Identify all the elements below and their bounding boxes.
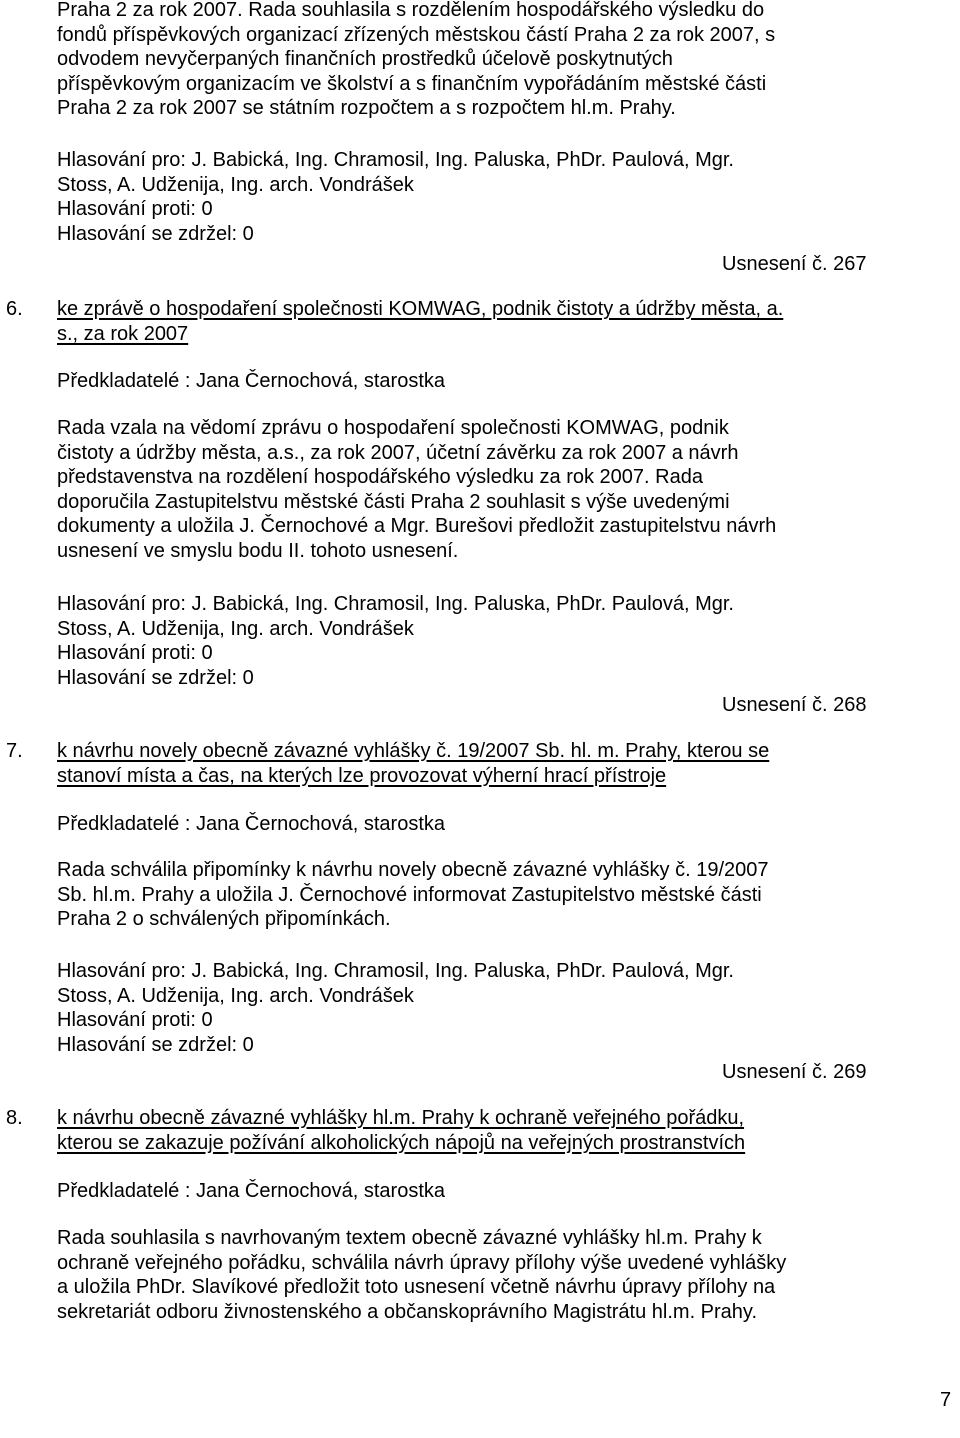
item-title-line: stanoví místa a čas, na kterých lze provozovat výherní hrací přístroje <box>57 764 667 787</box>
paragraph-line: fondů příspěvkových organizací zřízených městskou částí Praha 2 za rok 2007, s <box>57 23 776 46</box>
item-title-line: k návrhu novely obecně závazné vyhlášky č. 19/2007 Sb. hl. m. Prahy, kterou se <box>57 740 770 762</box>
item-title-line: s., za rok 2007 <box>57 322 189 345</box>
body-line: čistoty a údržby města, a.s., za rok 2007, účetní závěrku za rok 2007 a návrh <box>57 441 739 464</box>
item-body <box>57 1226 897 1324</box>
body-line: Rada vzala na vědomí zprávu o hospodaření společnosti KOMWAG, podnik <box>57 417 729 439</box>
page-number: 7 <box>940 1389 952 1411</box>
vote-block <box>57 148 897 246</box>
item-title <box>57 1106 907 1155</box>
presenter: Předkladatelé : Jana Černochová, starostka <box>57 1180 445 1202</box>
item-title <box>57 739 907 788</box>
body-line: a uložila PhDr. Slavíkové předložit toto usnesení včetně návrhu úpravy přílohy na <box>57 1276 776 1299</box>
paragraph-line: příspěvkovým organizacím ve školství a s finančním vypořádáním městské části <box>57 72 767 95</box>
presenter: Předkladatelé : Jana Černochová, starostka <box>57 813 445 835</box>
body-line: sekretariát odboru živnostenského a občanskoprávního Magistrátu hl.m. Prahy. <box>57 1300 757 1323</box>
vote-abstain: Hlasování se zdržel: 0 <box>57 666 254 689</box>
resolution-number: Usnesení č. 267 <box>722 253 867 275</box>
vote-abstain: Hlasování se zdržel: 0 <box>57 1033 254 1056</box>
paragraph-line: odvodem nevyčerpaných finančních prostředků účelově poskytnutých <box>57 48 673 71</box>
vote-block <box>57 592 897 690</box>
vote-block <box>57 959 897 1057</box>
item-number: 7. <box>6 740 23 762</box>
body-line: dokumenty a uložila J. Černochové a Mgr. Burešovi předložit zastupitelstvu návrh <box>57 515 777 538</box>
body-line: ochraně veřejného pořádku, schválila návrh úpravy přílohy výše uvedené vyhlášky <box>57 1251 787 1274</box>
item-number: 8. <box>6 1107 23 1129</box>
item-body <box>57 416 897 564</box>
item-title-line: ke zprávě o hospodaření společnosti KOMWAG, podnik čistoty a údržby města, a. <box>57 298 784 320</box>
body-line: usnesení ve smyslu bodu II. tohoto usnesení. <box>57 539 459 562</box>
body-line: Rada schválila připomínky k návrhu novely obecně závazné vyhlášky č. 19/2007 <box>57 859 769 881</box>
vote-for: Hlasování pro: J. Babická, Ing. Chramosil, Ing. Paluska, PhDr. Paulová, Mgr. <box>57 960 734 982</box>
vote-against: Hlasování proti: 0 <box>57 198 213 221</box>
vote-for-cont: Stoss, A. Udženija, Ing. arch. Vondrášek <box>57 173 414 196</box>
item-title-line: kterou se zakazuje požívání alkoholických nápojů na veřejných prostranstvích <box>57 1131 746 1154</box>
body-line: Sb. hl.m. Prahy a uložila J. Černochové informovat Zastupitelstvo městské části <box>57 883 762 906</box>
item-title <box>57 297 907 346</box>
item-title-line: k návrhu obecně závazné vyhlášky hl.m. Prahy k ochraně veřejného pořádku, <box>57 1107 745 1129</box>
body-line: Rada souhlasila s navrhovaným textem obecně závazné vyhlášky hl.m. Prahy k <box>57 1227 762 1249</box>
item-body <box>57 858 897 932</box>
vote-for: Hlasování pro: J. Babická, Ing. Chramosil, Ing. Paluska, PhDr. Paulová, Mgr. <box>57 593 734 615</box>
paragraph-line: Praha 2 za rok 2007. Rada souhlasila s rozdělením hospodářského výsledku do <box>57 0 765 21</box>
paragraph-line: Praha 2 za rok 2007 se státním rozpočtem a s rozpočtem hl.m. Prahy. <box>57 97 676 120</box>
vote-for-cont: Stoss, A. Udženija, Ing. arch. Vondrášek <box>57 984 414 1007</box>
resolution-number: Usnesení č. 269 <box>722 1061 867 1083</box>
body-line: Praha 2 o schválených připomínkách. <box>57 908 391 931</box>
vote-for-cont: Stoss, A. Udženija, Ing. arch. Vondrášek <box>57 617 414 640</box>
vote-against: Hlasování proti: 0 <box>57 642 213 665</box>
vote-abstain: Hlasování se zdržel: 0 <box>57 222 254 245</box>
vote-against: Hlasování proti: 0 <box>57 1009 213 1032</box>
vote-for: Hlasování pro: J. Babická, Ing. Chramosil, Ing. Paluska, PhDr. Paulová, Mgr. <box>57 149 734 171</box>
resolution-number: Usnesení č. 268 <box>722 694 867 716</box>
body-line: představenstva na rozdělení hospodářského výsledku za rok 2007. Rada <box>57 466 703 489</box>
top-paragraph <box>57 0 897 121</box>
presenter: Předkladatelé : Jana Černochová, starostka <box>57 370 445 392</box>
body-line: doporučila Zastupitelstvu městské části Praha 2 souhlasit s výše uvedenými <box>57 490 730 513</box>
item-number: 6. <box>6 298 23 320</box>
